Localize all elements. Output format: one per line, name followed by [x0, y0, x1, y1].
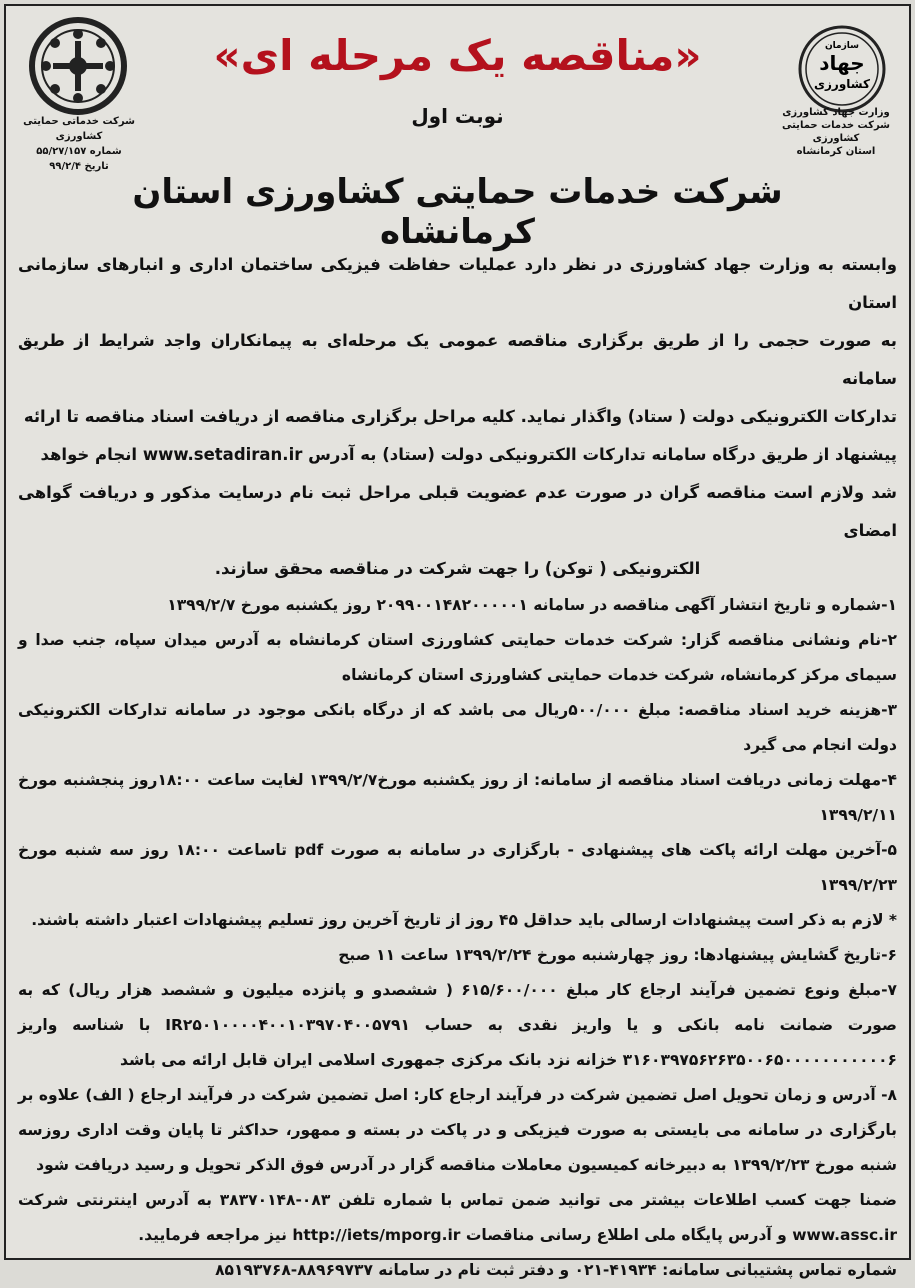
- item-submission-deadline: ۵-آخرین مهلت ارائه پاکت های پیشنهادی - بارگزاری در سامانه به صورت pdf تاساعت ۱۸:۰۰ روز سه شنبه مورخ ۱۳۹۹/۲/۲۳: [18, 841, 898, 894]
- page-title: «مناقصه یک مرحله ای»: [213, 31, 702, 80]
- intro-line: وابسته به وزارت جهاد کشاورزی در نظر دارد عملیات حفاظت فیزیکی ساختمان اداری و انبارهای سازمانی استان: [18, 255, 897, 312]
- item-opening-date: ۶-تاریخ گشایش پیشنهادها: روز چهارشنبه مورخ ۱۳۹۹/۲/۲۴ ساعت ۱۱ صبح: [338, 946, 897, 964]
- item-support-phone: شماره تماس پشتیبانی سامانه: ۴۱۹۳۴-۰۲۱ و دفتر ثبت نام در سامانه ۸۸۹۶۹۷۳۷-۸۵۱۹۳۷۶۸: [215, 1261, 897, 1279]
- ministry-info: [771, 106, 901, 158]
- intro-line: الکترونیکی ( توکن) را جهت شرکت در مناقصه محقق سازند.: [214, 559, 701, 578]
- issuer-reference: [14, 114, 144, 174]
- company-logo-icon: [28, 16, 128, 116]
- ministry-name: وزارت جهاد کشاورزی: [782, 107, 890, 118]
- intro-line: به صورت حجمی را از طریق برگزاری مناقصه عمومی یک مرحله‌ای به پیمانکاران واجد شرایط از طریق سامانه: [18, 331, 897, 388]
- ministry-logo-bottom: کشاورزی: [814, 77, 870, 91]
- reference-number: شماره ۵۵/۲۷/۱۵۷: [36, 146, 122, 157]
- item-contact-info: ضمنا جهت کسب اطلاعات بیشتر می توانید ضمن تماس با شماره تلفن ۰۸۳-۳۸۳۷۰۱۴۸ به آدرس اینترنتی شرکت www.assc.ir و آدرس پایگاه ملی اطلاع رسانی مناقصات http://iets/mporg.ir نیز مراجعه فرمایید.: [18, 1191, 897, 1244]
- ministry-logo-icon: [797, 24, 887, 114]
- item-tender-address: ۲-نام ونشانی مناقصه گزار: شرکت خدمات حمایتی کشاورزی استان کرمانشاه به آدرس میدان سپاه، جنب صدا و سیمای مرکز کرمانشاه، شرکت خدمات حمایتی کشاورزی استان کرمانشاه: [18, 631, 897, 684]
- ministry-logo-top: جهاد: [819, 51, 865, 75]
- ministry-province: استان کرمانشاه: [796, 146, 876, 157]
- intro-line: تدارکات الکترونیکی دولت ( ستاد) واگذار نماید. کلیه مراحل برگزاری مناقصه از دریافت اسناد مناقصه تا ارائه: [23, 407, 897, 426]
- item-guarantee: ۷-مبلغ ونوع تضمین فرآیند ارجاع کار مبلغ ۶۱۵/۶۰۰/۰۰۰ ( ششصدو و پانزده میلیون و ششصد هزار ریال) که به صورت ضمانت نامه بانکی و یا واریز نقدی به حساب IR۲۵۰۱۰۰۰۰۴۰۰۱۰۳۹۷۰۴۰۰۵۷۹۱ با شناسه واریز ۳۱۶۰۳۹۷۵۶۲۶۳۵۰۰۶۵۰۰۰۰۰۰۰۰۰۰۰۶ خزانه نزد بانک مرکزی جمهوری اسلامی ایران قابل ارائه می باشد: [18, 981, 897, 1069]
- item-announcement-number: ۱-شماره و تاریخ انتشار آگهی مناقصه در سامانه ۲۰۹۹۰۰۱۴۸۲۰۰۰۰۰۱ روز یکشنبه مورخ ۱۳۹۹/۲/۷: [167, 596, 897, 614]
- intro-line: پیشنهاد از طریق درگاه سامانه تدارکات الکترونیکی دولت (ستاد) به آدرس www.setadiran.ir انجام خواهد: [40, 445, 897, 464]
- intro-line: شد ولازم است مناقصه گران در صورت عدم عضویت قبلی مراحل ثبت نام درسایت مذکور و دریافت گواهی امضای: [18, 483, 897, 540]
- company-title: شرکت خدمات حمایتی کشاورزی استان کرمانشاه: [132, 172, 783, 252]
- issuer-name: شرکت خدماتی حمایتی کشاورزی: [23, 116, 135, 142]
- item-guarantee-delivery: ۸- آدرس و زمان تحویل اصل تضمین شرکت در فرآیند ارجاع کار: اصل تضمین شرکت در فرآیند ارجاع ( الف) علاوه بر بارگزاری در سامانه می بایستی به صورت فیزیکی و در پاکت در بسته و ممهور، حداکثر تا پایان وقت اداری روزسه شنبه مورخ ۱۳۹۹/۲/۲۳ به دبیرخانه کمیسیون معاملات مناقصه گزار در آدرس فوق الذکر تحویل و رسید دریافت شود: [18, 1086, 897, 1174]
- round-label: نوبت اول: [411, 104, 504, 128]
- item-document-deadline: ۴-مهلت زمانی دریافت اسناد مناقصه از سامانه: از روز یکشنبه مورخ۱۳۹۹/۲/۷ لغایت ساعت ۱۸:۰۰روز پنجشنبه مورخ ۱۳۹۹/۲/۱۱: [18, 771, 897, 824]
- item-document-cost: ۳-هزینه خرید اسناد مناقصه: مبلغ ۵۰۰/۰۰۰ریال می باشد که از درگاه بانکی موجود در سامانه تدارکات الکترونیکی دولت انجام می گیرد: [18, 701, 897, 754]
- ministry-logo-small: سازمان: [824, 41, 860, 51]
- item-validity-note: * لازم به ذکر است پیشنهادات ارسالی باید حداقل ۴۵ روز از تاریخ آخرین روز تسلیم پیشنهادات اعتبار داشته باشند.: [31, 911, 897, 929]
- intro-paragraph: [18, 246, 897, 588]
- notice-body: [18, 246, 897, 1288]
- tender-notice: [4, 4, 911, 1279]
- ministry-company: شرکت خدمات حمایتی کشاورزی: [781, 120, 891, 144]
- reference-date: تاریخ ۹۹/۲/۴: [49, 161, 109, 172]
